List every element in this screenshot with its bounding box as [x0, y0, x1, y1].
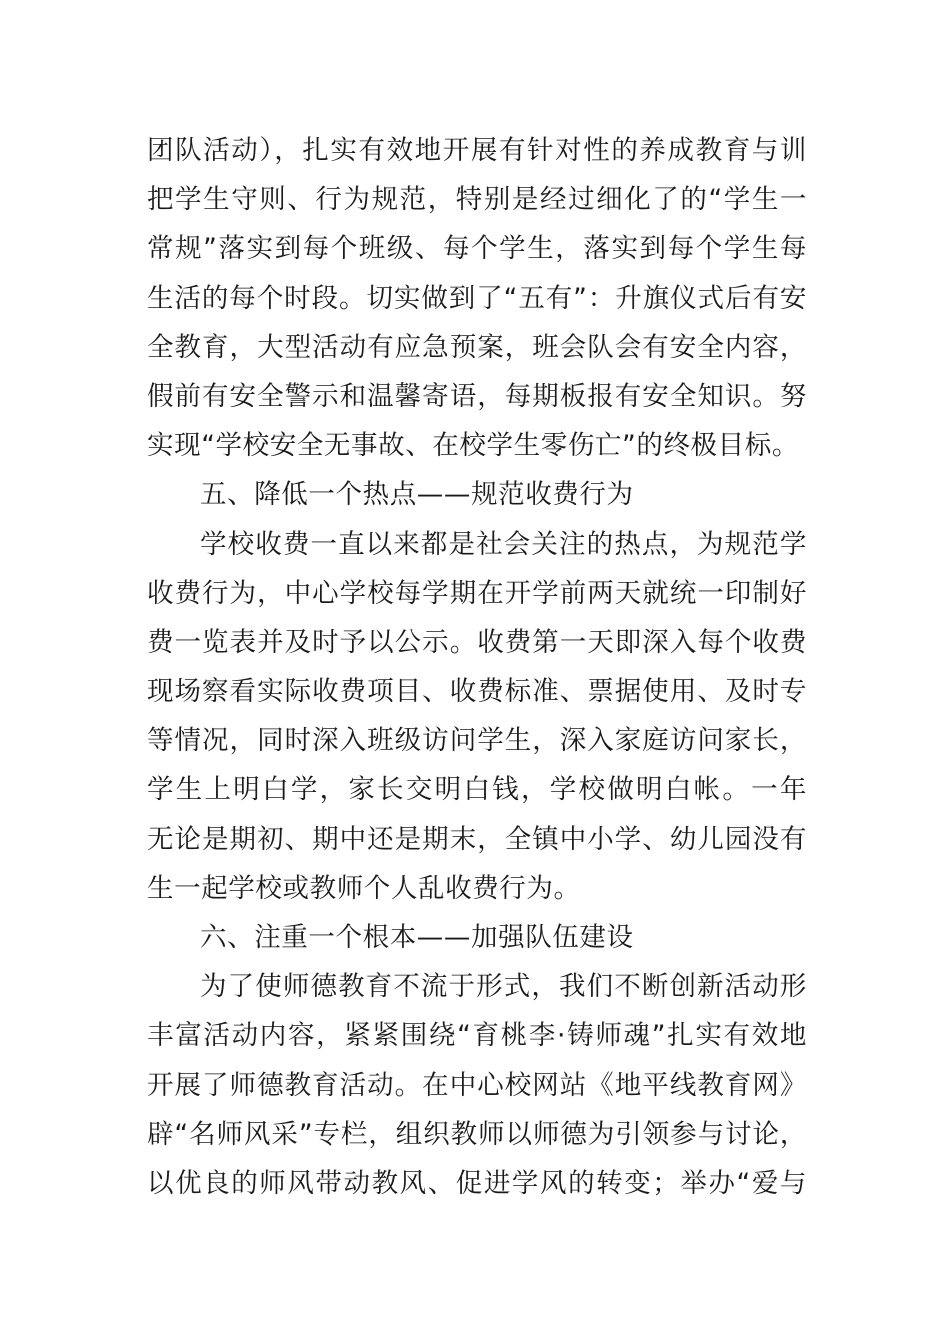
body-line: 全教育，大型活动有应急预案，班会队会有安全内容，: [147, 331, 807, 363]
body-line: 实现“学校安全无事故、在校学生零伤亡”的终极目标。: [147, 430, 799, 462]
body-line: 生一起学校或教师个人乱收费行为。: [147, 872, 581, 904]
body-line: 学校收费一直以来都是社会关注的热点，为规范学: [200, 528, 807, 560]
body-line: 学生上明白学，家长交明白钱，学校做明白帐。一年: [147, 774, 807, 806]
body-line: 以优良的师风带动教风、促进学风的转变；举办“爱与: [147, 1167, 807, 1199]
body-line: 现场察看实际收费项目、收费标准、票据使用、及时专: [147, 676, 807, 708]
body-line: 假前有安全警示和温馨寄语，每期板报有安全知识。努: [147, 380, 807, 412]
body-line: 收费行为，中心学校每学期在开学前两天就统一印制好: [147, 577, 807, 609]
body-line: 常规”落实到每个班级、每个学生，落实到每个学生每: [147, 233, 807, 265]
body-line: 丰富活动内容，紧紧围绕“育桃李·铸师魂”扎实有效地: [147, 1020, 807, 1052]
body-line: 费一览表并及时予以公示。收费第一天即深入每个收费: [147, 626, 807, 658]
body-line: 开展了师德教育活动。在中心校网站《地平线教育网》: [147, 1069, 807, 1101]
body-line: 团队活动），扎实有效地开展有针对性的养成教育与训: [147, 135, 807, 166]
body-line: 无论是期初、期中还是期末，全镇中小学、幼儿园没有: [147, 823, 807, 855]
section-heading: 五、降低一个热点——规范收费行为: [200, 479, 634, 511]
body-line: 为了使师德教育不流于形式，我们不断创新活动形: [200, 971, 807, 1003]
body-line: 等情况，同时深入班级访问学生，深入家庭访问家长，: [147, 725, 807, 757]
body-line: 把学生守则、行为规范，特别是经过细化了的“学生一: [147, 184, 807, 216]
body-line: 辟“名师风采”专栏，组织教师以师德为引领参与讨论，: [147, 1118, 807, 1150]
body-line: 生活的每个时段。切实做到了“五有”：升旗仪式后有安: [147, 282, 807, 314]
section-heading: 六、注重一个根本——加强队伍建设: [200, 922, 634, 953]
document-body: [147, 126, 807, 1208]
